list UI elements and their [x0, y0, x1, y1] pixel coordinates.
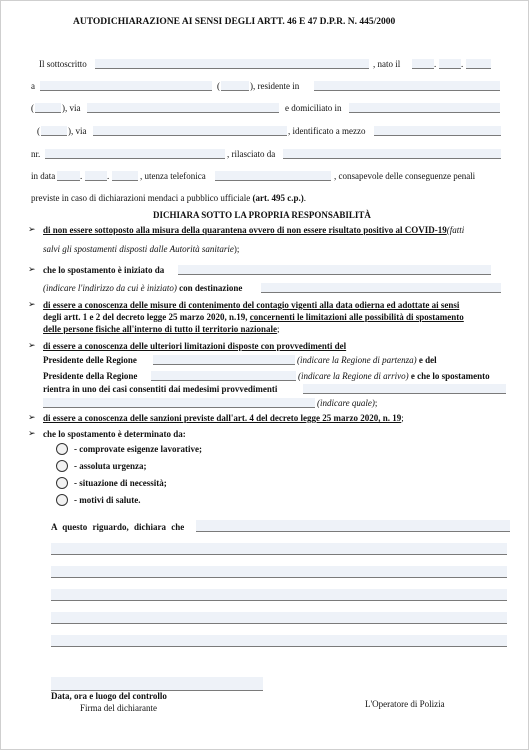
- regard-label: A questo riguardo, dichiara che: [51, 522, 185, 532]
- label-residente-in: ), residente in: [250, 81, 300, 91]
- label-a: a: [31, 81, 35, 91]
- arrow-bullet-icon: ➢: [28, 429, 36, 439]
- paren-open: (: [37, 126, 40, 136]
- signature-label: Firma del dichiarante: [80, 703, 157, 713]
- birth-province-field[interactable]: [221, 81, 249, 91]
- issue-month-field[interactable]: [85, 171, 110, 181]
- destination-label: con destinazione: [179, 283, 243, 293]
- arrow-bullet-icon: ➢: [28, 225, 36, 235]
- reason-necessity-label: - situazione di necessità;: [74, 478, 167, 488]
- declaration-1: [43, 225, 464, 236]
- issue-year-field[interactable]: [112, 171, 138, 181]
- document-number-field[interactable]: [45, 149, 225, 159]
- region-start-hint-text: (indicare la Regione di partenza): [297, 355, 417, 365]
- region-conj: e del: [418, 355, 437, 365]
- label-rilasciato-da: , rilasciato da: [227, 149, 276, 159]
- birth-day-field[interactable]: [412, 59, 437, 69]
- residence-city-field[interactable]: [314, 81, 500, 91]
- start-address-hint: (indicare l'indirizzo da cui è iniziato): [43, 283, 177, 293]
- arrow-bullet-icon: ➢: [28, 300, 36, 310]
- declaration-4: di essere a conoscenza delle ulteriori limitazioni disposte con provvedimenti del: [43, 341, 347, 351]
- domicile-city-field[interactable]: [349, 103, 500, 113]
- region-travel-text: e che lo spostamento: [410, 371, 490, 381]
- region-start-hint: [297, 355, 437, 366]
- allowed-case-hint-text: (indicare quale): [317, 398, 375, 408]
- date-separator: .: [107, 171, 110, 181]
- allowed-case-field[interactable]: [303, 384, 506, 394]
- declaration-2: che lo spostamento è iniziato da: [43, 265, 165, 275]
- declaration-2-cont: [43, 283, 242, 294]
- officer-label: L'Operatore di Polizia: [365, 699, 445, 709]
- label-in-data: in data: [31, 171, 56, 181]
- label-via: ), via: [62, 103, 81, 113]
- statement-line-2[interactable]: [51, 543, 507, 555]
- label-telefono: , utenza telefonica: [140, 171, 206, 181]
- declaration-5-end: ;: [401, 413, 404, 423]
- residence-province-field[interactable]: [35, 103, 61, 113]
- text-previste-body: previste in caso di dichiarazioni mendaci a pubblico ufficiale: [31, 193, 251, 203]
- statement-line-5[interactable]: [51, 612, 507, 624]
- reason-urgency-label: - assoluta urgenza;: [74, 461, 147, 471]
- label-identificato: , identificato a mezzo: [288, 126, 366, 136]
- issue-day-field[interactable]: [57, 171, 83, 181]
- label-via: ), via: [68, 126, 87, 136]
- region-end-hint-text: (indicare la Regione di arrivo): [298, 371, 409, 381]
- birthplace-field[interactable]: [40, 81, 212, 91]
- text-previste: [31, 193, 306, 204]
- reason-health-label: - motivi di salute.: [74, 495, 141, 505]
- declare-heading: DICHIARA SOTTO LA PROPRIA RESPONSABILITÀ: [153, 210, 371, 220]
- declaration-3-end: [43, 324, 279, 335]
- end-region-field[interactable]: [151, 371, 296, 381]
- reason-urgency-radio[interactable]: [56, 460, 68, 472]
- birth-month-field[interactable]: [439, 59, 464, 69]
- residence-street-field[interactable]: [87, 103, 279, 113]
- sentence-end: .: [303, 193, 307, 203]
- label-consapevole: , consapevole delle conseguenze penali: [334, 171, 476, 181]
- region-start-label: Presidente delle Regione: [43, 355, 137, 365]
- birth-year-field[interactable]: [466, 59, 491, 69]
- date-place-label: Data, ora e luogo del controllo: [51, 691, 167, 701]
- declaration-3-limits: concernenti le limitazioni alle possibilità di spostamento: [249, 312, 464, 322]
- label-nato-il: , nato il: [373, 59, 401, 69]
- statement-line-4[interactable]: [51, 589, 507, 601]
- declaration-6: che lo spostamento è determinato da:: [43, 429, 186, 439]
- declaration-1-cont: [43, 244, 239, 255]
- date-separator: .: [80, 171, 83, 181]
- name-field[interactable]: [95, 59, 369, 69]
- declaration-1-end: );: [233, 244, 240, 254]
- date-separator: .: [461, 59, 464, 69]
- reason-health-radio[interactable]: [56, 494, 68, 506]
- domicile-province-field[interactable]: [41, 126, 67, 136]
- declaration-4-end: ;: [374, 398, 378, 408]
- statement-line-1[interactable]: [196, 520, 510, 532]
- declaration-5-text: di essere a conoscenza delle sanzioni previste dall'art. 4 del decreto legge 25 marzo 2020, n. 19: [43, 413, 402, 423]
- declaration-1-note-open: (fatti: [446, 225, 465, 235]
- reason-work-label: - comprovate esigenze lavorative;: [74, 444, 203, 454]
- form-title: AUTODICHIARAZIONE AI SENSI DEGLI ARTT. 46 E 47 D.P.R. N. 445/2000: [73, 17, 396, 27]
- date-place-field[interactable]: [51, 677, 263, 691]
- phone-field[interactable]: [215, 171, 331, 181]
- statement-line-3[interactable]: [51, 566, 507, 578]
- declaration-1-note: salvi gli spostamenti disposti dalle Autorità sanitarie: [43, 244, 234, 254]
- allowed-case-hint: [317, 398, 377, 409]
- arrow-bullet-icon: ➢: [28, 341, 36, 351]
- declaration-1-text: di non essere sottoposto alla misura della quarantena ovvero di non essere risultato positivo al COVID-19: [43, 225, 447, 235]
- declaration-3-ref: degli artt. 1 e 2 del decreto legge 25 marzo 2020, n.19,: [43, 312, 248, 322]
- region-end-label: Presidente della Regione: [43, 371, 138, 381]
- arrow-bullet-icon: ➢: [28, 413, 36, 423]
- label-sottoscritto: Il sottoscritto: [39, 59, 87, 69]
- region-end-hint: [298, 371, 490, 382]
- declaration-3: di essere a conoscenza delle misure di contenimento del contagio vigenti alla data odierna ed adottate ai sensi: [43, 300, 460, 310]
- declaration-3-semicolon: ;: [276, 324, 280, 334]
- declaration-3-scope: delle persone fisiche all'interno di tutto il territorio nazionale: [43, 324, 277, 334]
- arrow-bullet-icon: ➢: [28, 265, 36, 275]
- id-document-field[interactable]: [374, 126, 501, 136]
- date-separator: .: [434, 59, 437, 69]
- label-domiciliato-in: e domiciliato in: [285, 103, 342, 113]
- start-address-field[interactable]: [178, 265, 491, 275]
- destination-field[interactable]: [261, 283, 501, 293]
- declaration-4-cases: rientra in uno dei casi consentiti dai medesimi provvedimenti: [43, 384, 278, 394]
- domicile-street-field[interactable]: [93, 126, 287, 136]
- allowed-case-field-2[interactable]: [43, 398, 315, 408]
- declaration-5: [43, 413, 404, 424]
- art-495-ref: (art. 495 c.p.): [252, 193, 304, 203]
- declaration-3-cont: [43, 312, 464, 323]
- issued-by-field[interactable]: [283, 149, 501, 159]
- paren-open: (: [217, 81, 220, 91]
- paren-open: (: [31, 103, 34, 113]
- label-nr: nr.: [31, 149, 41, 159]
- reason-work-radio[interactable]: [56, 443, 68, 455]
- statement-line-6[interactable]: [51, 635, 507, 647]
- reason-necessity-radio[interactable]: [56, 477, 68, 489]
- start-region-field[interactable]: [153, 355, 295, 365]
